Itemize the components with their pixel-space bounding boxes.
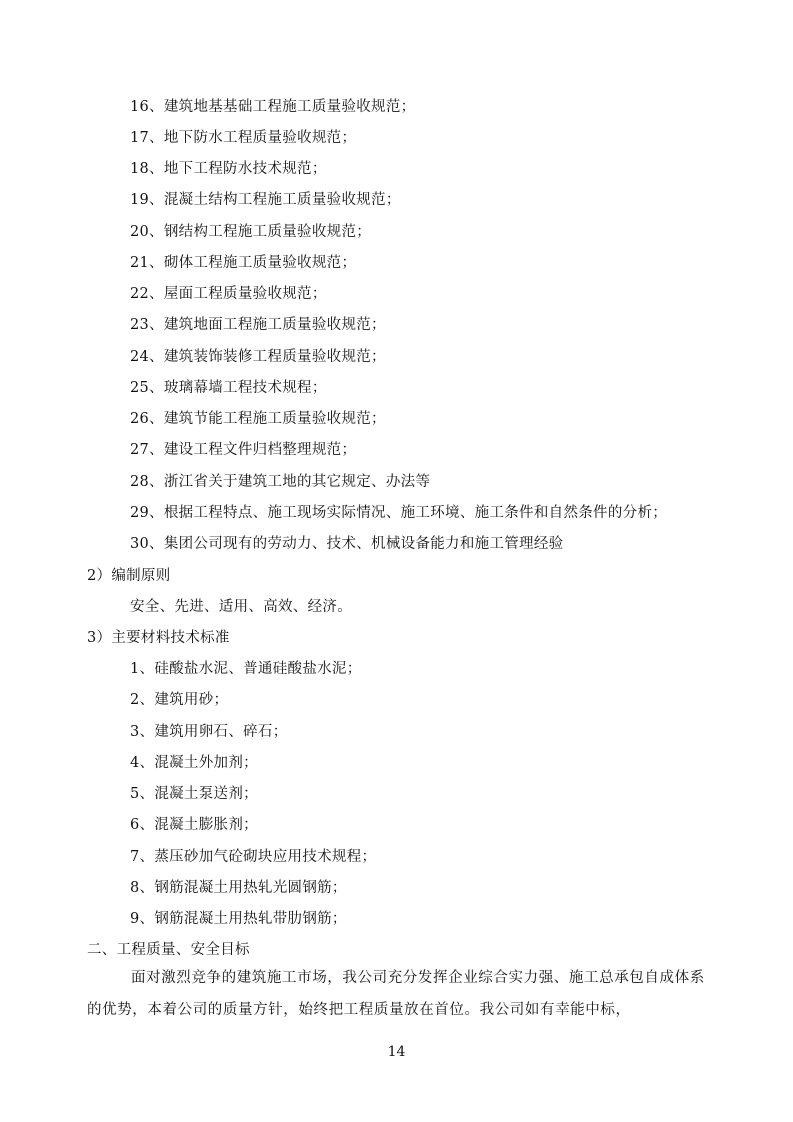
- reference-item: 17、地下防水工程质量验收规范；: [130, 130, 357, 146]
- section-heading-principles: 2）编制原则: [87, 568, 171, 584]
- standard-item: 9、钢筋混凝土用热轧带肋钢筋；: [130, 911, 347, 927]
- standard-item: 3、建筑用卵石、碎石；: [130, 724, 288, 740]
- reference-item: 26、建筑节能工程施工质量验收规范；: [130, 411, 386, 427]
- standard-item: 7、蒸压砂加气砼砌块应用技术规程；: [130, 849, 377, 865]
- reference-item: 30、集团公司现有的劳动力、技术、机械设备能力和施工管理经验: [130, 536, 564, 552]
- reference-item: 18、地下工程防水技术规范；: [130, 161, 327, 177]
- chapter-heading-quality-safety: 二、工程质量、安全目标: [87, 942, 250, 958]
- reference-item: 16、建筑地基基础工程施工质量验收规范；: [130, 99, 416, 115]
- principles-text: 安全、先进、适用、高效、经济。: [130, 599, 352, 615]
- reference-item: 19、混凝土结构工程施工质量验收规范；: [130, 192, 401, 208]
- reference-item: 27、建设工程文件归档整理规范；: [130, 442, 357, 458]
- standard-item: 4、混凝土外加剂；: [130, 755, 258, 771]
- reference-item: 21、砌体工程施工质量验收规范；: [130, 255, 357, 271]
- body-paragraph: [87, 962, 705, 1026]
- standard-item: 1、硅酸盐水泥、普通硅酸盐水泥；: [130, 661, 362, 677]
- page-number: 14: [387, 1044, 406, 1060]
- standard-item: 6、混凝土膨胀剂；: [130, 817, 258, 833]
- section-heading-material-standards: 3）主要材料技术标准: [87, 630, 230, 646]
- standard-item: 5、混凝土泵送剂；: [130, 786, 258, 802]
- reference-item: 28、浙江省关于建筑工地的其它规定、办法等: [130, 474, 431, 490]
- standard-item: 8、钢筋混凝土用热轧光圆钢筋；: [130, 880, 347, 896]
- reference-item: 29、根据工程特点、施工现场实际情况、施工环境、施工条件和自然条件的分析；: [130, 505, 668, 521]
- reference-item: 24、建筑装饰装修工程质量验收规范；: [130, 349, 386, 365]
- reference-item: 22、屋面工程质量验收规范；: [130, 286, 327, 302]
- reference-item: 25、玻璃幕墙工程技术规程；: [130, 380, 327, 396]
- body-paragraph-text: 面对激烈竞争的建筑施工市场，我公司充分发挥企业综合实力强、施工总承包自成体系的优势，本着公司的质量方针，始终把工程质量放在首位。我公司如有幸能中标，: [87, 970, 705, 1018]
- standard-item: 2、建筑用砂；: [130, 692, 229, 708]
- reference-item: 20、钢结构工程施工质量验收规范；: [130, 224, 372, 240]
- reference-item: 23、建筑地面工程施工质量验收规范；: [130, 317, 386, 333]
